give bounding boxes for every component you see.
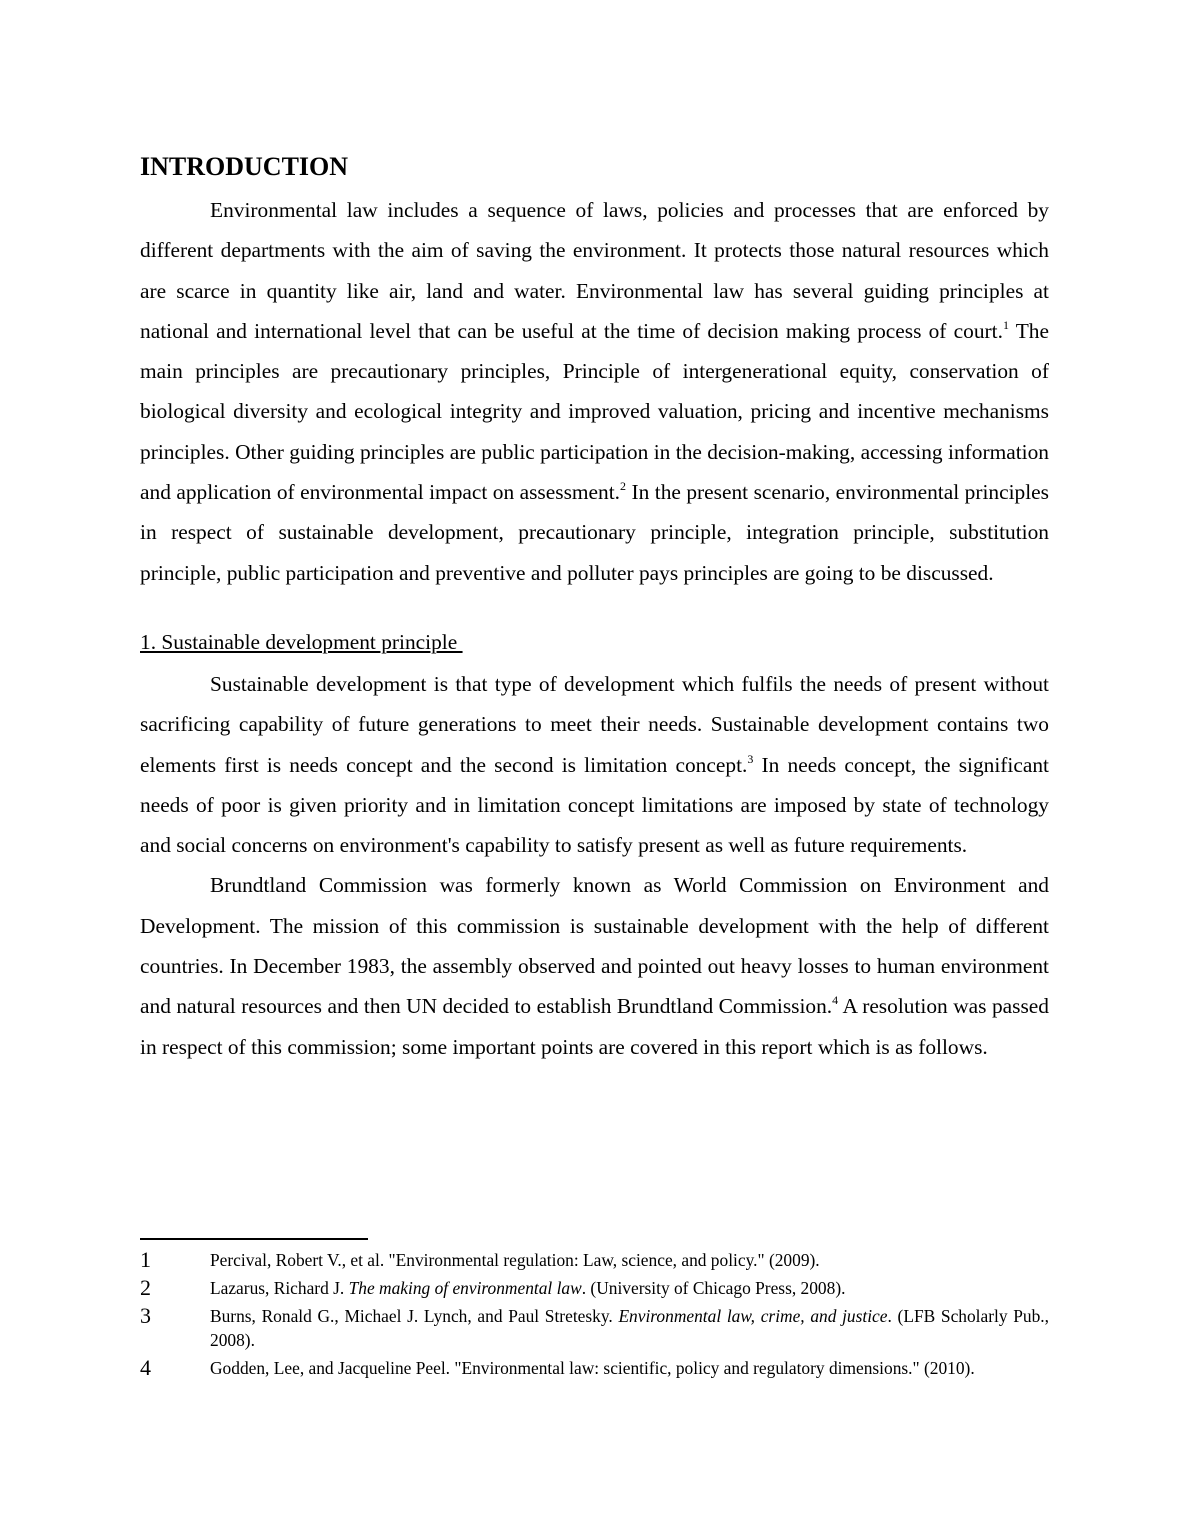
footnote-number: 2 [140, 1275, 151, 1300]
intro-text-3: In the present scenario, environmental principles in respect of sustainable development, precautionary principle, integration principle, substitution principle, public participation and preventive and polluter pays principles are going to be discussed. [140, 480, 1049, 585]
footnotes [140, 1248, 1049, 1384]
sd-text-1: Sustainable development is that type of development which fulfils the needs of present without sacrificing capability of future generations to meet their needs. Sustainable development contains two elements first is needs concept and the second is limitation concept. [140, 671, 1049, 777]
intro-text-1: Environmental law includes a sequence of laws, policies and processes that are enforced by different departments with the aim of saving the environment. It protects those natural resources which are scarce in quantity like air, land and water. Environmental law has several guiding principles at national and international level that can be useful at the time of decision making process of court. [140, 198, 1049, 343]
footnote-publisher: . (LFB Scholarly Pub., 2008). [210, 1306, 1049, 1350]
footnote-ref-1[interactable]: 1 [1002, 317, 1009, 332]
document-page [140, 148, 1049, 1067]
footnote [140, 1248, 1049, 1272]
page-title: INTRODUCTION [140, 152, 349, 181]
brundtland-text-1: Brundtland Commission was formerly known as World Commission on Environment and Development. The mission of this commission is sustainable development with the help of different countries. In December 1983, the assembly observed and pointed out heavy losses to human environment and natural resources and then UN decided to establish Brundtland Commission. [140, 873, 1049, 1019]
footnote-citation: Lazarus, Richard J. [210, 1278, 349, 1298]
footnote-text [210, 1356, 1049, 1380]
brundtland-text-2: A resolution was passed in respect of this commission; some important points are covered in this report which is as follows. [140, 994, 1049, 1059]
footnote-title: Environmental law, crime, and justice [618, 1306, 888, 1326]
footnote-title: The making of environmental law [348, 1278, 582, 1298]
footnote-number: 4 [140, 1355, 151, 1380]
footnote [140, 1276, 1049, 1300]
intro-text-2: The main principles are precautionary principles, Principle of intergenerational equity, conservation of biological diversity and ecological integrity and improved valuation, pricing and incentive mechanisms principles. Other guiding principles are public participation in the decision-making, accessing information and application of environmental impact on assessment. [140, 318, 1050, 505]
footnote-text [210, 1304, 1049, 1352]
footnote-text [210, 1248, 1049, 1272]
section-heading-sustainable-development: 1. Sustainable development principle [140, 629, 463, 654]
footnote-citation: Percival, Robert V., et al. "Environmental regulation: Law, science, and policy." (2009). [210, 1250, 820, 1270]
footnote-ref-3[interactable]: 3 [747, 751, 754, 766]
footnote [140, 1304, 1049, 1352]
footnote-text [210, 1276, 1049, 1300]
footnote-citation: Burns, Ronald G., Michael J. Lynch, and Paul Stretesky. [210, 1306, 619, 1326]
sd-text-2: In needs concept, the significant needs of poor is given priority and in limitation concept limitations are imposed by state of technology and social concerns on environment's capability to satisfy present as well as future requirements. [140, 752, 1049, 858]
footnote-number: 1 [140, 1247, 151, 1272]
brundtland-paragraph [140, 865, 1049, 1066]
footnote [140, 1356, 1049, 1380]
footnote-separator [140, 1238, 368, 1240]
footnote-citation: Godden, Lee, and Jacqueline Peel. "Environmental law: scientific, policy and regulatory dimensions." (2010). [210, 1358, 975, 1378]
footnote-ref-4[interactable]: 4 [832, 993, 839, 1008]
footnote-ref-2[interactable]: 2 [620, 479, 627, 494]
intro-paragraph [140, 190, 1049, 593]
sustainable-development-paragraph [140, 664, 1049, 865]
footnote-number: 3 [140, 1303, 151, 1328]
footnote-publisher: . (University of Chicago Press, 2008). [581, 1278, 846, 1298]
